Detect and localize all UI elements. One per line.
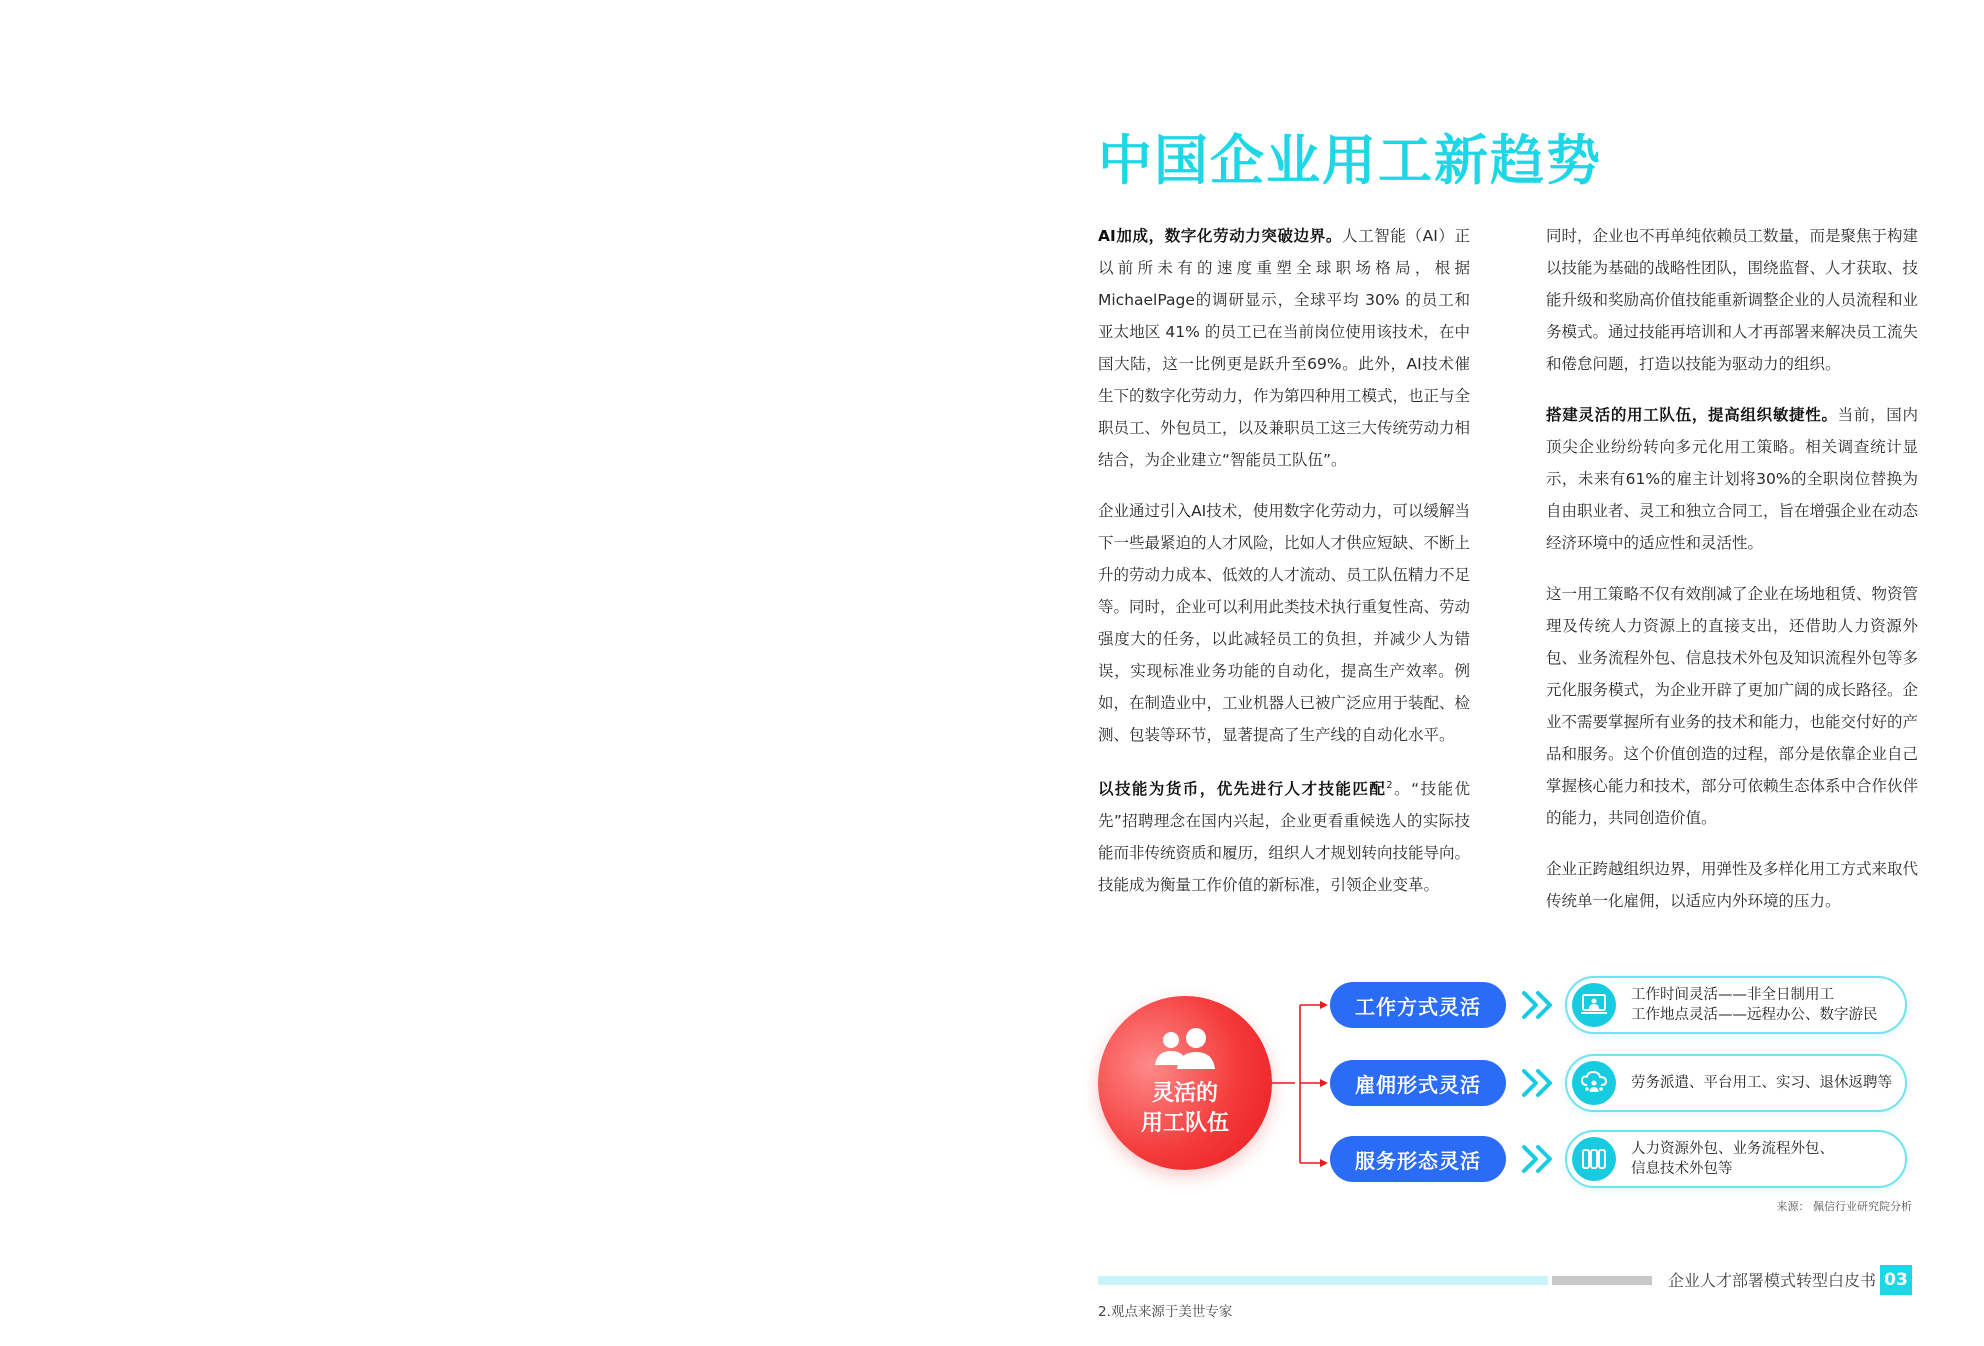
paragraph-text: 当前，国内顶尖企业纷纷转向多元化用工策略。相关调查统计显示，未来有61%的雇主计划将30%的全职岗位替换为自由职业者、灵工和独立合同工，旨在增强企业在动态经济环境中的适应性和灵活性。 xyxy=(1546,406,1919,552)
center-label-line2: 用工队伍 xyxy=(1140,1111,1229,1136)
source-note: 来源： 佩信行业研究院分析 xyxy=(1776,1200,1912,1213)
paragraph xyxy=(1098,770,1470,901)
documents-icon xyxy=(1572,1137,1616,1181)
paragraph-text: 这一用工策略不仅有效削减了企业在场地租赁、物资管理及传统人力资源上的直接支出，还借助人力资源外包、业务流程外包、信息技术外包及知识流程外包等多元化服务模式，为企业开辟了更加广阔的成长路径。企业不需要掌握所有业务的技术和能力，也能交付好的产品和服务。这个价值创造的过程，部分是依靠企业自己掌握核心能力和技术，部分可依赖生态体系中合作伙伴的能力，共同创造价值。 xyxy=(1546,585,1919,827)
description-text xyxy=(1631,1056,1892,1110)
center-label-line1: 灵活的 xyxy=(1151,1081,1218,1106)
right-column xyxy=(1546,220,1918,936)
laptop-person-icon xyxy=(1572,983,1616,1027)
description-line: 工作时间灵活——非全日制用工 xyxy=(1631,987,1834,1003)
employment-form-description xyxy=(1565,1054,1907,1112)
footnote-ref: 2 xyxy=(1386,780,1393,791)
description-line: 工作地点灵活——远程办公、数字游民 xyxy=(1631,1007,1878,1023)
employment-form-pill: 雇佣形式灵活 xyxy=(1330,1060,1506,1106)
description-text xyxy=(1631,978,1878,1032)
double-chevron-icon xyxy=(1518,1139,1558,1179)
left-column xyxy=(1098,220,1470,920)
description-line: 劳务派遣、平台用工、实习、退休返聘等 xyxy=(1631,1075,1892,1091)
double-chevron-icon xyxy=(1518,985,1558,1025)
service-form-pill: 服务形态灵活 xyxy=(1330,1136,1506,1182)
paragraph-text: 人工智能（AI）正以前所未有的速度重塑全球职场格局，根据MichaelPage的调研显示，全球平均 30% 的员工和亚太地区 41% 的员工已在当前岗位使用该技术，在中国大陆，这一比例更是跃升至69%。此外，AI技术催生下的数字化劳动力，作为第四种用工模式，也正与全职员工、外包员工，以及兼职员工这三大传统劳动力相结合，为企业建立“智能员工队伍”。 xyxy=(1098,227,1471,469)
page-title: 中国企业用工新趋势 xyxy=(1098,129,1602,192)
paragraph-lead: 搭建灵活的用工队伍，提高组织敏捷性。 xyxy=(1546,406,1838,424)
double-chevron-icon xyxy=(1518,1063,1558,1103)
people-icon xyxy=(1150,1027,1220,1073)
service-form-description xyxy=(1565,1130,1907,1188)
work-mode-pill: 工作方式灵活 xyxy=(1330,982,1506,1028)
description-text xyxy=(1631,1132,1834,1186)
footnote: 2.观点来源于美世专家 xyxy=(1098,1304,1233,1320)
description-line: 信息技术外包等 xyxy=(1631,1161,1733,1177)
paragraph-text: 。“技能优先”招聘理念在国内兴起，企业更看重候选人的实际技能而非传统资质和履历，组织人才规划转向技能导向。技能成为衡量工作价值的新标准，引领企业变革。 xyxy=(1098,780,1471,895)
page-number: 03 xyxy=(1880,1265,1912,1295)
paragraph-text: 企业正跨越组织边界，用弹性及多样化用工方式来取代传统单一化雇佣，以适应内外环境的压力。 xyxy=(1546,860,1919,910)
center-circle xyxy=(1098,996,1272,1170)
document-title: 企业人才部署模式转型白皮书 xyxy=(1668,1271,1877,1290)
paragraph xyxy=(1546,853,1918,917)
paragraph-text: 企业通过引入AI技术，使用数字化劳动力，可以缓解当下一些最紧迫的人才风险，比如人才供应短缺、不断上升的劳动力成本、低效的人才流动、员工队伍精力不足等。同时，企业可以利用此类技术执行重复性高、劳动强度大的任务，以此减轻员工的负担，并减少人为错误，实现标准业务功能的自动化，提高生产效率。例如，在制造业中，工业机器人已被广泛应用于装配、检测、包装等环节，显著提高了生产线的自动化水平。 xyxy=(1098,502,1471,744)
paragraph-lead: AI加成，数字化劳动力突破边界。 xyxy=(1098,227,1343,245)
footer-bar-cyan xyxy=(1098,1276,1548,1285)
paragraph-lead: 以技能为货币，优先进行人才技能匹配 xyxy=(1098,780,1387,799)
footer-bar-gray xyxy=(1552,1276,1652,1285)
description-line: 人力资源外包、业务流程外包、 xyxy=(1631,1141,1834,1157)
paragraph xyxy=(1546,220,1918,380)
paragraph xyxy=(1546,578,1918,834)
paragraph-text: 同时，企业也不再单纯依赖员工数量，而是聚焦于构建以技能为基础的战略性团队，围绕监督、人才获取、技能升级和奖励高价值技能重新调整企业的人员流程和业务模式。通过技能再培训和人才再部署来解决员工流失和倦怠问题，打造以技能为驱动力的组织。 xyxy=(1546,227,1919,373)
paragraph xyxy=(1098,495,1470,751)
paragraph xyxy=(1098,220,1470,476)
flexible-workforce-diagram xyxy=(1090,970,1920,1220)
center-label xyxy=(1141,1079,1229,1139)
work-mode-description xyxy=(1565,976,1907,1034)
paragraph xyxy=(1546,399,1918,559)
cloud-people-icon xyxy=(1572,1061,1616,1105)
